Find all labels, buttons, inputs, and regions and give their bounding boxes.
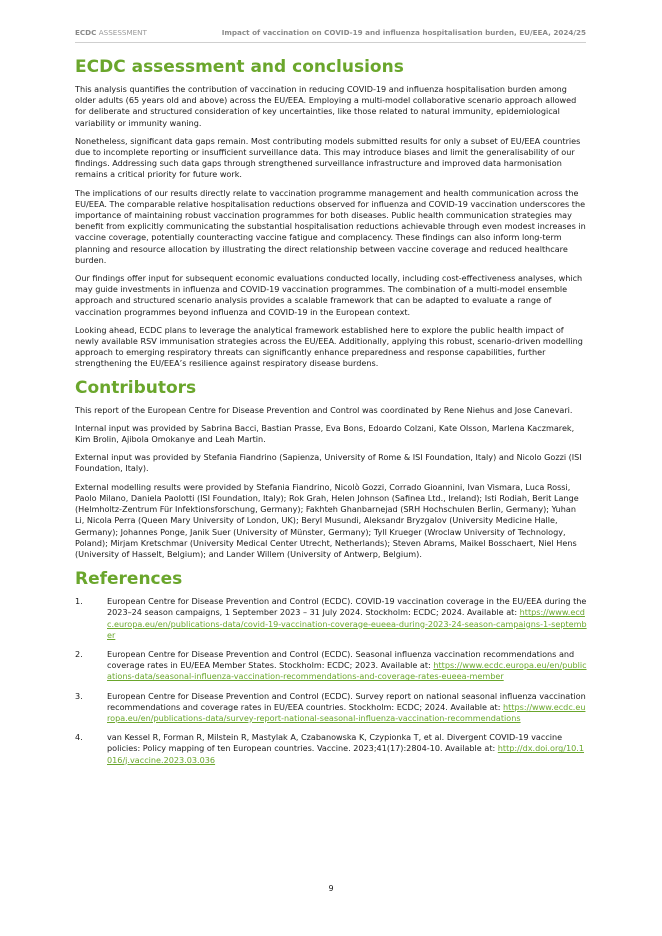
- contributors-heading: Contributors: [75, 377, 197, 398]
- contributors-paragraph: External modelling results were provided by Stefania Fiandrino, Nicolò Gozzi, Corrado Gioannini, Ivan Vismara, Luca Rossi, Paolo Milano, Daniela Paolotti (ISI Foundation, Italy); Rok Grah, Helen Johnson (Safinea Ltd., Ireland); Isti Rodiah, Berit Lange (Helmholtz-Zentrum Für Infektionsforschung, Germany); Fakhteh Ghanbarnejad (SRH Hochschulen Berlin, Germany); Yuhan Li, Nicola Perra (Queen Mary University of London, UK); Beryl Musundi, Aleksandr Bryzgalov (University Medicine Halle, Germany); Johannes Ponge, Janik Suer (University of Münster, Germany); Tyll Krueger (Wroclaw University of Technology, Poland); Mirjam Kretschmar (University Medical Center Utrecht, Netherlands); Steven Abrams, Maikel Bosschaert, Niel Hens (University of Hasselt, Belgium); and Lander Willem (University of Antwerp, Belgium).: [75, 481, 579, 559]
- assessment-paragraph: The implications of our results directly relate to vaccination programme management and health communication across the EU/EEA. The comparable relative hospitalisation reductions observed for influenza and COVID-19 vaccination underscores the importance of maintaining robust vaccination programmes for both diseases. Public health communication strategies may benefit from explicitly communicating the substantial hospitalisation reductions achievable through even modest increases in vaccine coverage, potentially counteracting vaccine fatigue and complacency. These findings can also inform long-term planning and resource allocation by illustrating the direct relationship between vaccine coverage and reduced healthcare burden.: [75, 187, 586, 265]
- reference-number: 3.: [75, 690, 83, 701]
- reference-number: 2.: [75, 648, 83, 659]
- reference-list: [75, 596, 587, 766]
- page-number: 9: [328, 884, 334, 893]
- reference-text: European Centre for Disease Prevention and Control (ECDC). Seasonal influenza vaccination recommendations and coverage rates in EU/EEA Member States. Stockholm: ECDC; 2023. Available at:: [107, 648, 575, 671]
- reference-text: European Centre for Disease Prevention and Control (ECDC). COVID-19 vaccination coverage in the EU/EEA during the 2023–24 season campaigns, 1 September 2023 – 31 July 2024. Stockholm: ECDC; 2024. Available at:: [107, 596, 587, 618]
- header-brand-sub: ASSESSMENT: [98, 28, 147, 37]
- reference-link[interactable]: https://www.ecdc.europa.eu/en/publications-data/survey-report-national-seasonal-influenza-vaccination-recommendations: [107, 701, 586, 723]
- reference-link[interactable]: https://www.ecdc.europa.eu/en/publications-data/covid-19-vaccination-coverage-eueea-during-2023-24-season-campaigns-1-september: [107, 607, 587, 640]
- assessment-paragraph: Looking ahead, ECDC plans to leverage the analytical framework established here to explore the public health impact of newly available RSV immunisation strategies across the EU/EEA. Additionally, applying this robust, scenario-driven modelling approach to emerging respiratory threats can significantly enhance preparedness and response capabilities, further strengthening the EU/EEA’s resilience against respiratory disease burdens.: [75, 324, 583, 369]
- reference-link[interactable]: https://www.ecdc.europa.eu/en/publications-data/seasonal-influenza-vaccination-recommendations-and-coverage-rates-eueea-member: [107, 660, 587, 682]
- reference-item: [75, 649, 587, 683]
- header-brand-name: ECDC: [75, 28, 97, 37]
- header-running-title: Impact of vaccination on COVID-19 and influenza hospitalisation burden, EU/EEA, 2024/25: [221, 28, 586, 37]
- assessment-heading: ECDC assessment and conclusions: [75, 57, 404, 77]
- contributors-paragraph: Internal input was provided by Sabrina Bacci, Bastian Prasse, Eva Bons, Edoardo Colzani, Kate Olsson, Marlena Kaczmarek, Kim Brolin, Ajibola Omokanye and Leah Martin.: [75, 422, 575, 445]
- header-brand: [75, 28, 147, 37]
- reference-text: van Kessel R, Forman R, Milstein R, Mastylak A, Czabanowska K, Czypionka T, et al. Divergent COVID-19 vaccine policies: Policy mapping of ten European countries. Vaccine. 2023;41(17):2804-10. Available at:: [107, 732, 563, 754]
- assessment-paragraph: Nonetheless, significant data gaps remain. Most contributing models submitted results for only a subset of EU/EEA countries due to incomplete reporting or insufficient surveillance data. This may introduce biases and limit the generalisability of our findings. Addressing such data gaps through strengthened surveillance infrastructure and improved data harmonisation remains a critical priority for future work.: [75, 135, 581, 180]
- assessment-paragraph: This analysis quantifies the contribution of vaccination in reducing COVID-19 and influenza hospitalisation burden among older adults (65 years old and above) across the EU/EEA. Employing a multi-model collaborative scenario approach allowed for deliberate and structured consideration of key uncertainties, like those related to natural immunity, epidemiological variability or immunity waning.: [75, 84, 577, 128]
- reference-text: European Centre for Disease Prevention and Control (ECDC). Survey report on national seasonal influenza vaccination recommendations and coverage rates in EU/EEA countries. Stockholm: ECDC; 2024. Available at:: [107, 690, 586, 712]
- page-content: [75, 56, 587, 774]
- reference-item: [75, 732, 587, 766]
- references-heading: References: [75, 569, 183, 590]
- assessment-paragraph: Our findings offer input for subsequent economic evaluations conducted locally, including cost-effectiveness analyses, which may guide investments in influenza and COVID-19 vaccination programmes. The combination of a multi-model ensemble approach and structured scenario analysis provides a scalable framework that can be adapted to evaluate a range of vaccination programmes beyond influenza and COVID-19 in the European context.: [75, 273, 583, 317]
- reference-number: 1.: [75, 596, 83, 607]
- contributors-paragraph: External input was provided by Stefania Fiandrino (Sapienza, University of Rome & ISI Foundation, Italy) and Nicolo Gozzi (ISI Foundation, Italy).: [75, 452, 582, 474]
- reference-link[interactable]: http://dx.doi.org/10.1016/j.vaccine.2023.03.036: [107, 743, 585, 765]
- reference-number: 4.: [75, 732, 83, 743]
- contributors-paragraph: This report of the European Centre for Disease Prevention and Control was coordinated by Rene Niehus and Jose Canevari.: [75, 404, 573, 415]
- reference-item: [75, 596, 587, 641]
- reference-item: [75, 691, 587, 725]
- running-header: [75, 28, 586, 43]
